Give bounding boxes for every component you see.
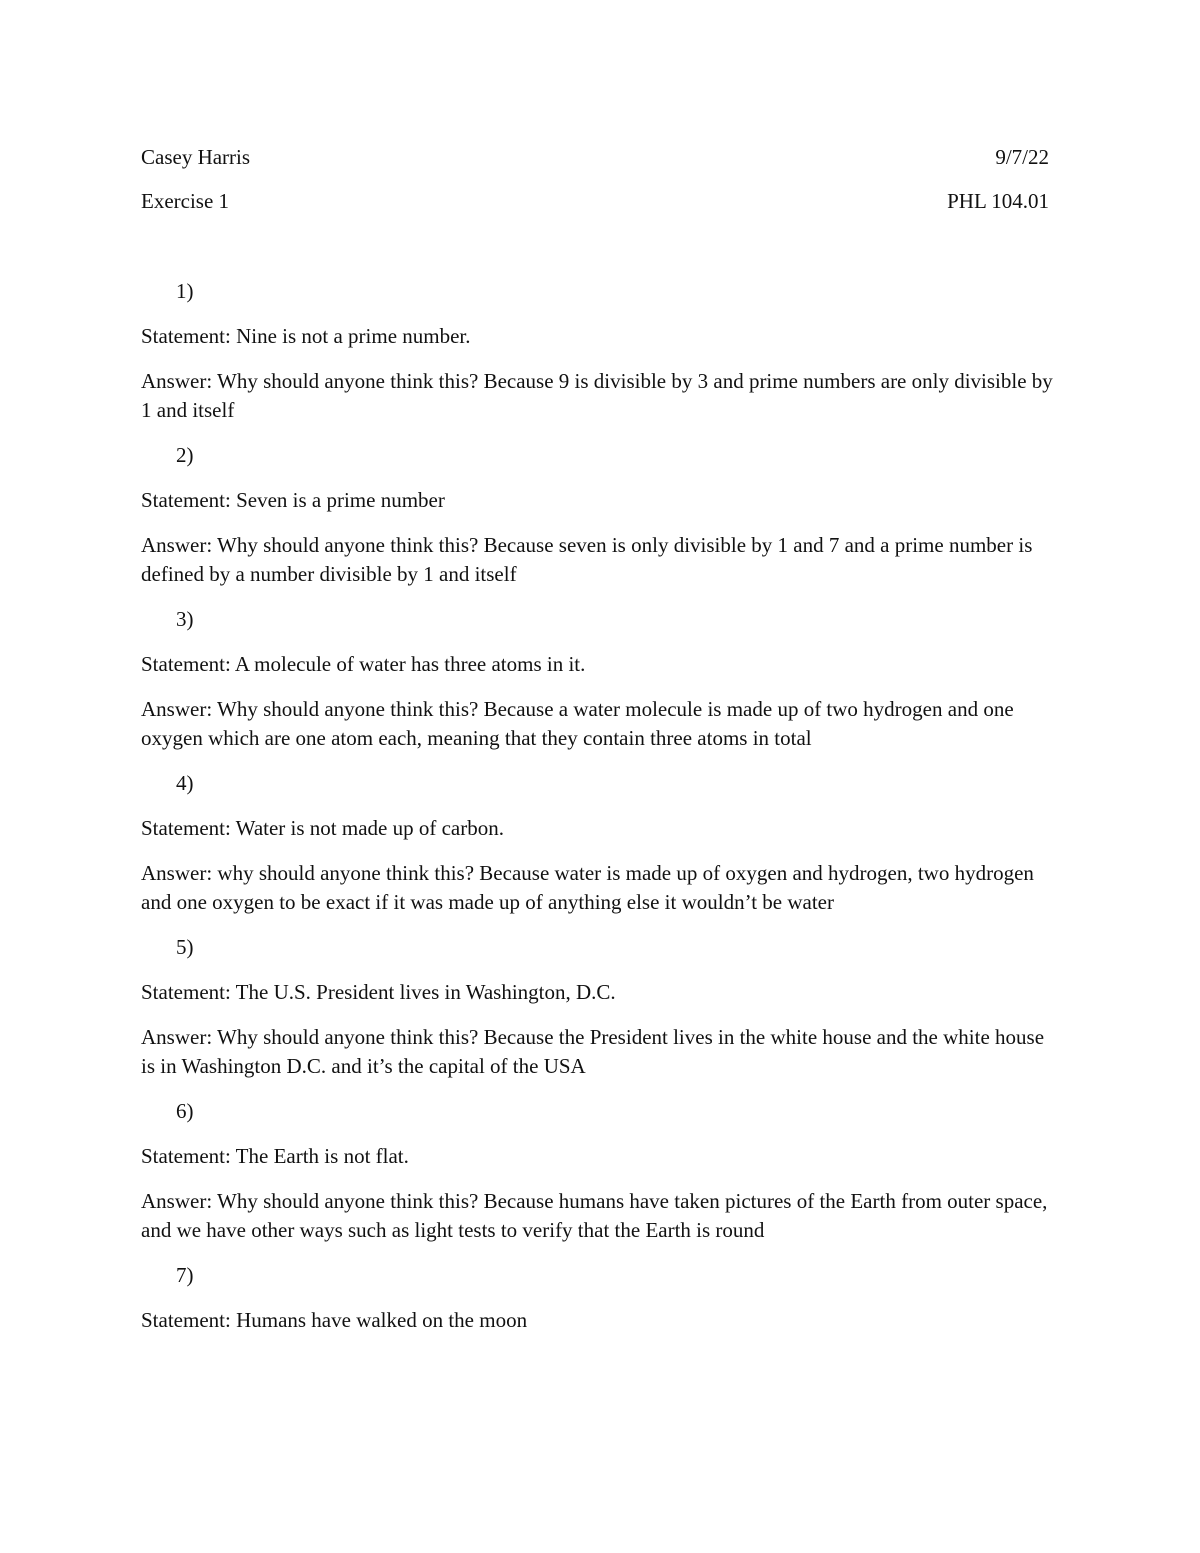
item-answer: Answer: Why should anyone think this? Because a water molecule is made up of two hydrogen and one oxygen which are one atom each, meaning that they contain three atoms in total [141,697,1014,750]
item-number: 3) [176,607,194,631]
item-number: 4) [176,771,194,795]
item-number: 5) [176,935,194,959]
item-answer: Answer: Why should anyone think this? Because 9 is divisible by 3 and prime numbers are only divisible by 1 and itself [141,369,1053,422]
item-number: 6) [176,1099,194,1123]
item-number: 7) [176,1263,194,1287]
item-statement: Statement: Water is not made up of carbon. [141,816,504,840]
exercise-item-4 [141,769,1056,917]
exercise-item-3 [141,605,1056,753]
header-row-top [141,144,1049,170]
exercise-item-7 [141,1261,1056,1335]
exercise-body [141,277,1056,1351]
item-answer: Answer: Why should anyone think this? Because seven is only divisible by 1 and 7 and a prime number is defined by a number divisible by 1 and itself [141,533,1033,586]
item-statement: Statement: Humans have walked on the moon [141,1308,528,1332]
item-number: 2) [176,443,194,467]
item-statement: Statement: A molecule of water has three atoms in it. [141,652,586,676]
item-answer: Answer: Why should anyone think this? Because the President lives in the white house and the white house is in Washington D.C. and it’s the capital of the USA [141,1025,1045,1078]
item-number: 1) [176,279,194,303]
assignment-title: Exercise 1 [141,189,230,213]
date: 9/7/22 [995,145,1049,169]
item-statement: Statement: The U.S. President lives in Washington, D.C. [141,980,616,1004]
exercise-item-2 [141,441,1056,589]
item-answer: Answer: why should anyone think this? Because water is made up of oxygen and hydrogen, two hydrogen and one oxygen to be exact if it was made up of anything else it wouldn’t be water [141,861,1034,914]
item-statement: Statement: Nine is not a prime number. [141,324,471,348]
item-statement: Statement: Seven is a prime number [141,488,445,512]
exercise-item-5 [141,933,1056,1081]
item-statement: Statement: The Earth is not flat. [141,1144,409,1168]
student-name: Casey Harris [141,145,251,169]
exercise-item-1 [141,277,1056,425]
item-answer: Answer: Why should anyone think this? Because humans have taken pictures of the Earth from outer space, and we have other ways such as light tests to verify that the Earth is round [141,1189,1048,1242]
course-code: PHL 104.01 [947,189,1049,213]
exercise-item-6 [141,1097,1056,1245]
header-row-bottom [141,188,1049,214]
